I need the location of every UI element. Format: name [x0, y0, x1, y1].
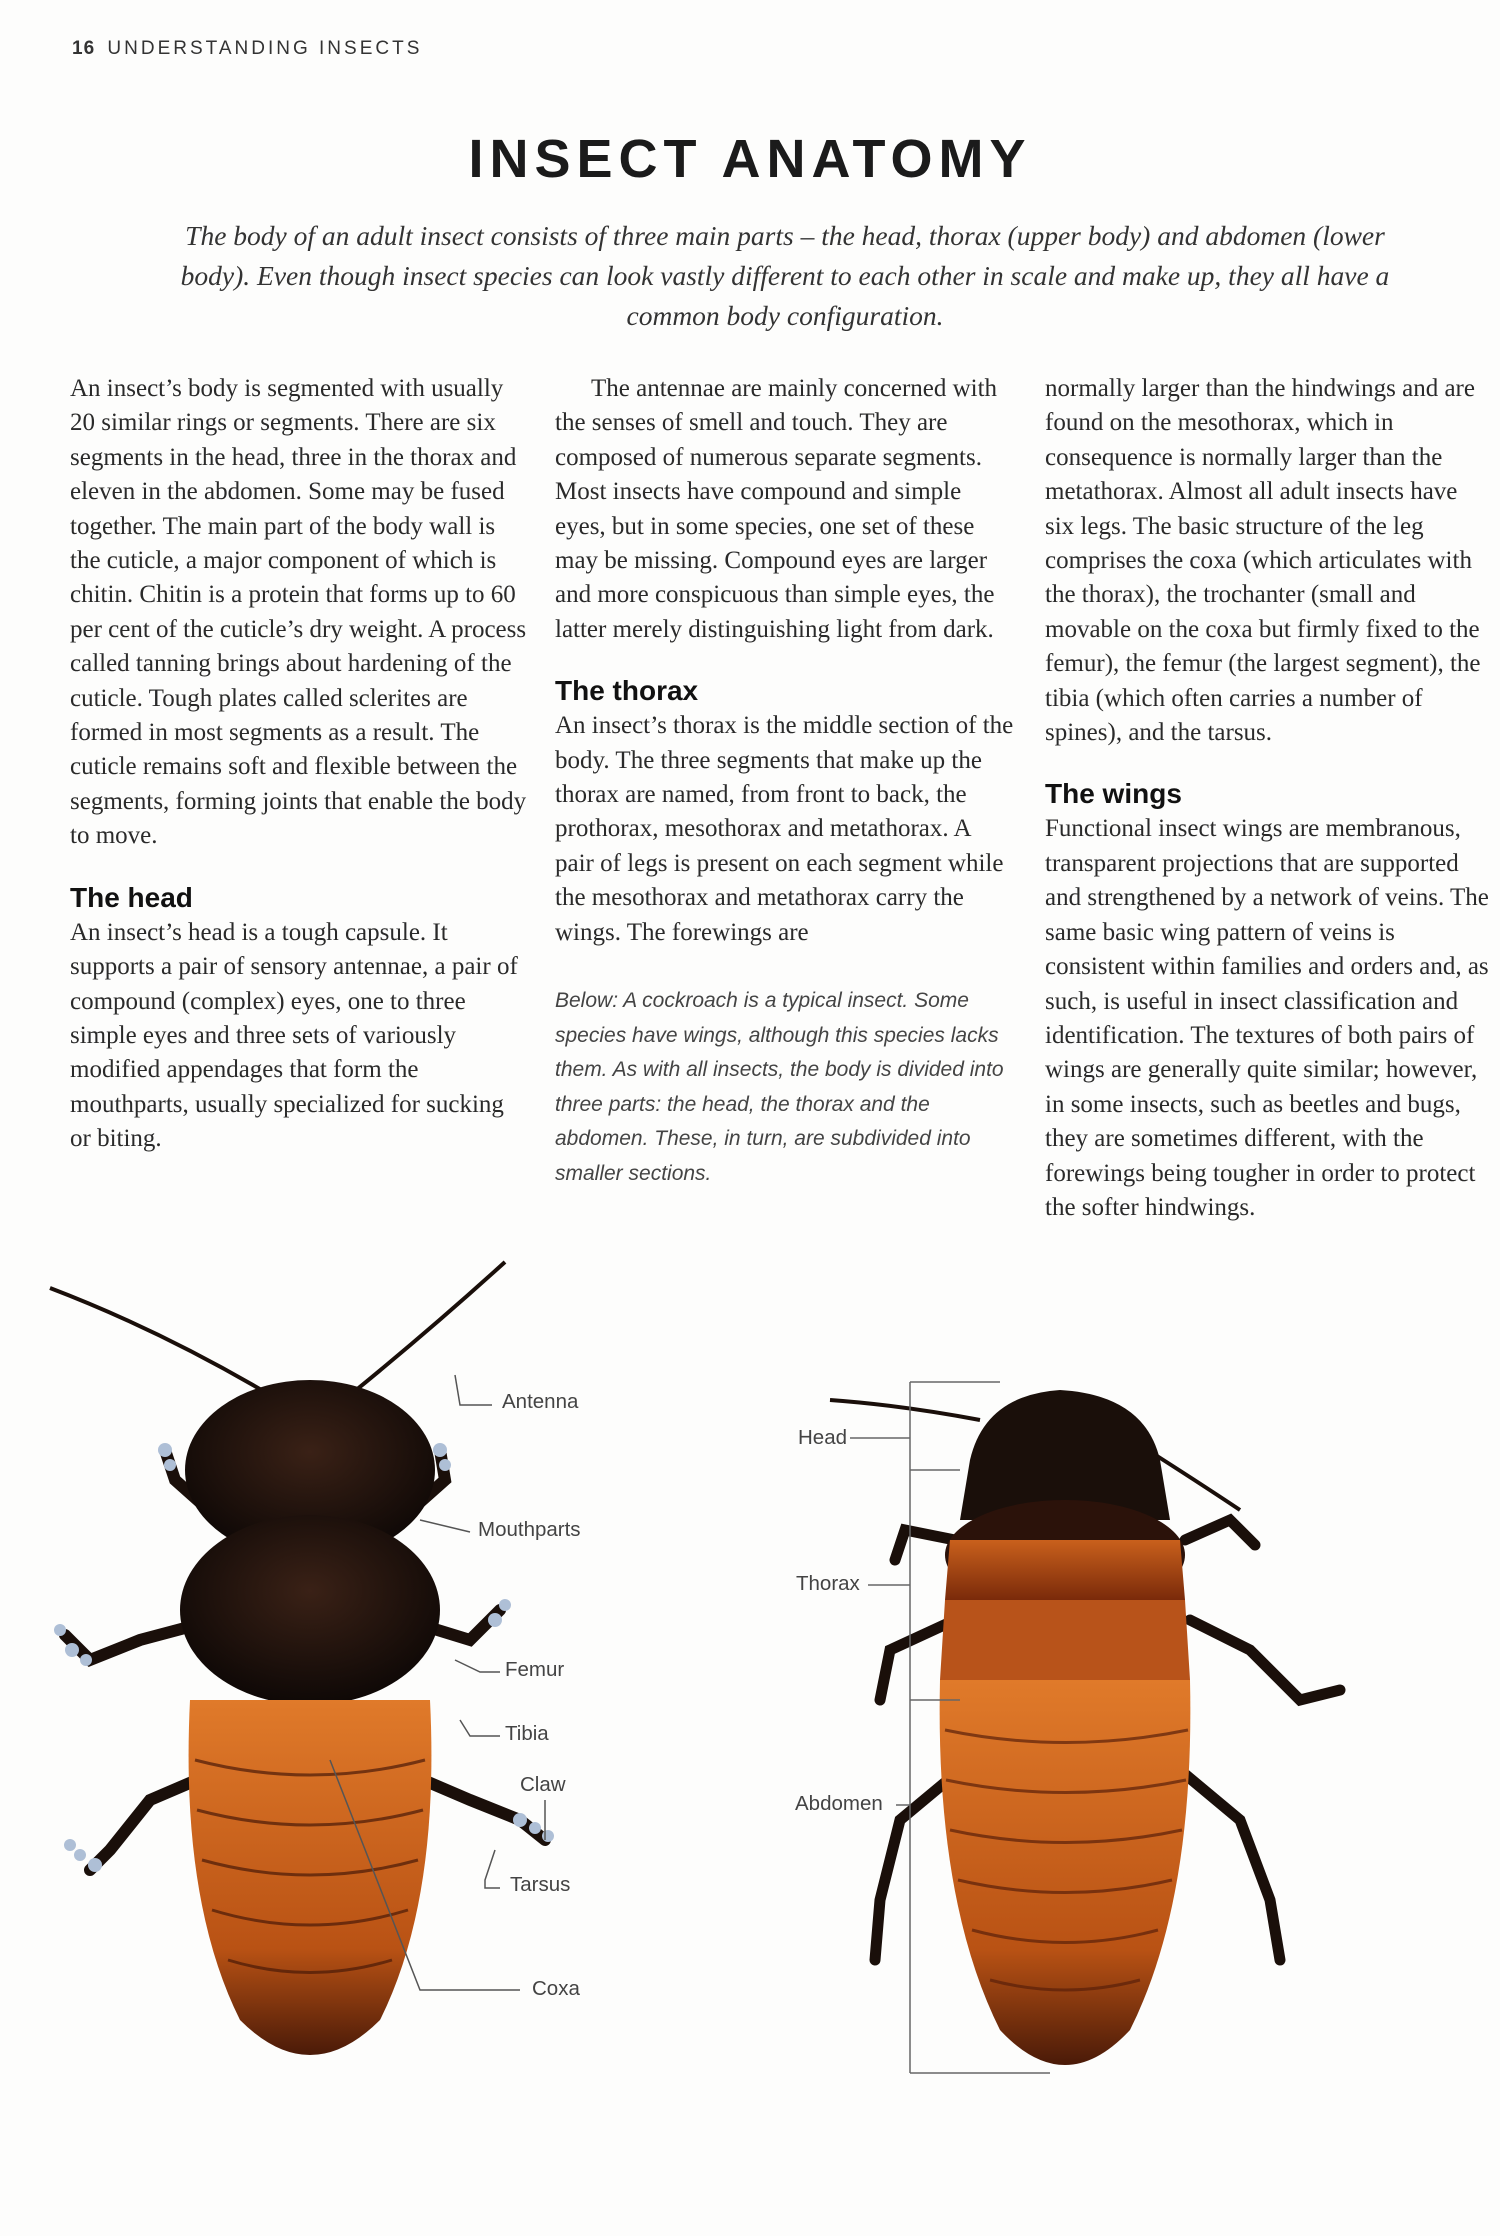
page-number: 16	[72, 38, 96, 59]
cockroach-top-view	[830, 1390, 1340, 2065]
figure-caption: Below: A cockroach is a typical insect. Some species have wings, although this species lacks them. As with all insects, the body is divided into three parts: the head, the thorax and the abdomen. These, in turn, are subdivided into smaller sections.	[555, 989, 1004, 1185]
label-antenna: Antenna	[502, 1390, 579, 1413]
label-mouthparts: Mouthparts	[478, 1518, 581, 1541]
heading-the-head: The head	[70, 881, 193, 913]
label-femur: Femur	[505, 1658, 565, 1681]
page-title: INSECT ANATOMY	[468, 129, 1032, 189]
heading-the-thorax: The thorax	[555, 675, 699, 707]
label-head: Head	[798, 1426, 848, 1449]
label-tibia: Tibia	[505, 1722, 549, 1745]
wings-paragraph: Functional insect wings are membranous, transparent projections that are supported and strengthened by a network of veins. The same basic wing pattern of veins is consistent within families and orders and, as such, is useful in insect classification and identification. The textures of both pairs of wings are generally quite similar; however, in some insects, such as beetles and bugs, they are sometimes different, with the forewings being tougher in order to protect the softer hindwings.	[1045, 815, 1489, 1221]
label-tarsus: Tarsus	[510, 1873, 571, 1896]
head-paragraph: An insect’s head is a tough capsule. It supports a pair of sensory antennae, a pair of compound (complex) eyes, one to three simple eyes and three sets of variously modified appendages that form the mouthparts, usually specialized for sucking or biting.	[70, 918, 518, 1153]
label-abdomen: Abdomen	[795, 1792, 883, 1815]
thorax-paragraph: An insect’s thorax is the middle section of the body. The three segments that make up the thorax are named, from front to back, the prothorax, mesothorax and metathorax. A pair of legs is present on each segment while the mesothorax and metathorax carry the wings. The forewings are	[555, 712, 1014, 946]
heading-the-wings: The wings	[1045, 778, 1182, 810]
antennae-paragraph: The antennae are mainly concerned with the senses of smell and touch. They are composed of numerous separate segments. Most insects have compound and simple eyes, but in some species, one set of these may be missing. Compound eyes are larger and more conspicuous than simple eyes, the latter merely distinguishing light from dark.	[555, 375, 998, 643]
label-coxa: Coxa	[532, 1977, 580, 2000]
intro-paragraph: An insect’s body is segmented with usually 20 similar rings or segments. There are six segments in the head, three in the thorax and eleven in the abdomen. Some may be fused together. The main part of the body wall is the cuticle, a major component of which is chitin. Chitin is a protein that forms up to 60 per cent of the cuticle’s dry weight. A process called tanning brings about hardening of the cuticle. Tough plates called sclerites are formed in most segments as a result. The cuticle remains soft and flexible between the segments, forming joints that enable the body to move.	[70, 375, 527, 850]
thorax-continued-paragraph: normally larger than the hindwings and are found on the mesothorax, which in consequence is normally larger than the metathorax. Almost all adult insects have six legs. The basic structure of the leg comprises the coxa (which articulates with the thorax), the trochanter (small and movable on the coxa but firmly fixed to the femur), the femur (the largest segment), the tibia (which often carries a number of spines), and the tarsus.	[1045, 375, 1481, 747]
label-thorax: Thorax	[796, 1572, 860, 1595]
cockroach-underside	[50, 1262, 554, 2055]
running-title: UNDERSTANDING INSECTS	[107, 38, 423, 59]
standfirst: The body of an adult insect consists of three main parts – the head, thorax (upper body) and abdomen (lower body). Even though insect species can look vastly different to each other in scale and make up, they all have a common body configuration.	[180, 220, 1390, 331]
label-claw: Claw	[520, 1773, 566, 1796]
